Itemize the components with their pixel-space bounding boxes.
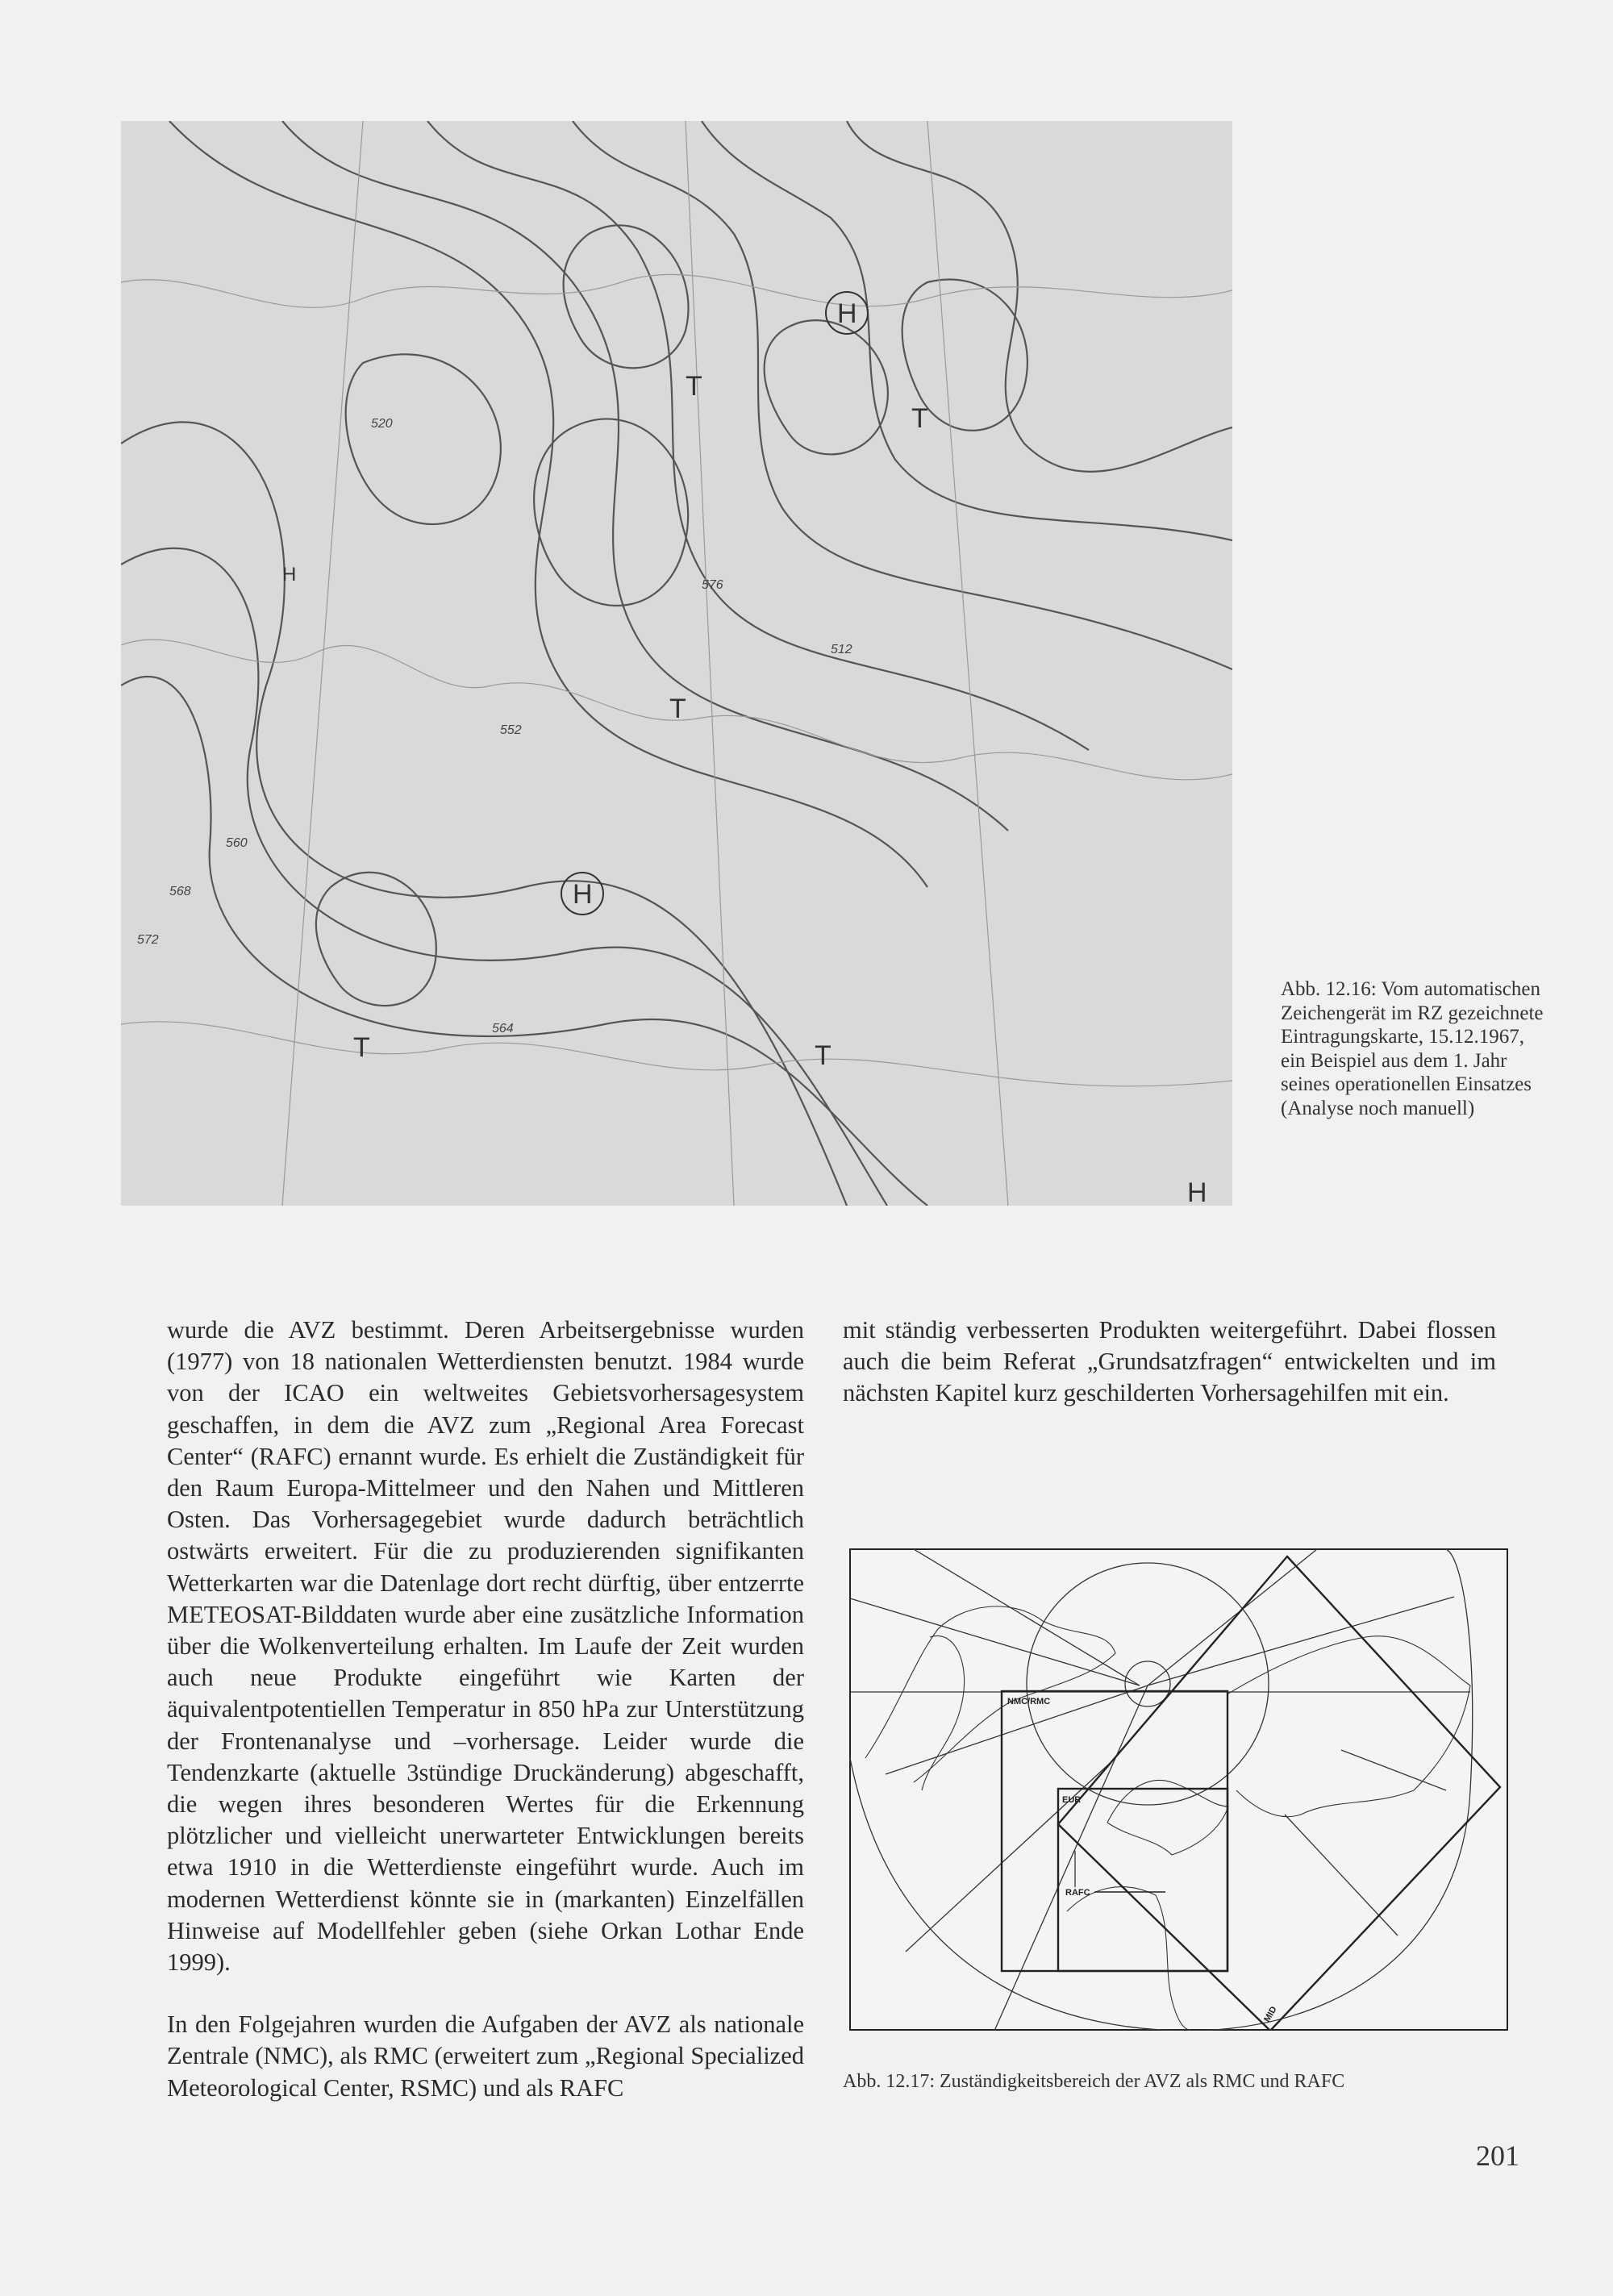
- rafc-label: RAFC: [1065, 1888, 1090, 1898]
- paragraph: wurde die AVZ bestimmt. Deren Arbeitsergebnisse wurden (1977) von 18 nationalen Wetterdiensten benutzt. 1984 wurde von der ICAO ein weltweites Gebietsvorhersagesystem geschaffen, in dem die AVZ zum „Regional Area Forecast Center“ (RAFC) ernannt wurde. Es erhielt die Zuständigkeit für den Raum Europa-Mittelmeer und den Nahen und Mittleren Osten. Das Vorhersagegebiet wurde dadurch beträchtlich ostwärts erweitert. Für die zu produzierenden signifikanten Wetterkarten war die Datenlage dort recht dürftig, über entzerrte METEOSAT-Bilddaten wurde aber eine zusätzliche Information über die Wolkenverteilung erhalten. Im Laufe der Zeit wurden auch neue Produkte eingeführt wie Karten der äquivalentpotentiellen Temperatur in 850 hPa zur Unterstützung der Frontenanalyse und –vorhersage. Leider wurde die Tendenzkarte (aktuelle 3stündige Druckänderung) abgeschafft, die wegen ihres besonderen Wertes für die Erkennung plötzlicher und vielleicht unerwarteter Entwicklungen bereits etwa 1910 in die Wetterdienste eingeführt wurde. Auch im modernen Wetterdienst könnte sie in (markanten) Einzelfällen Hinweise auf Modellfehler geben (siehe Orkan Lothar Ende 1999).: [167, 1316, 804, 1977]
- figure-caption-12-16: Abb. 12.16: Vom automatischen Zeichengerät im RZ gezeichnete Eintragungskarte, 15.12.1967, ein Beispiel aus dem 1. Jahr seines operationellen Einsatzes (Analyse noch manuell): [1281, 978, 1544, 1119]
- pressure-label: T: [911, 403, 928, 434]
- pressure-label: H: [1187, 1177, 1207, 1206]
- contour-label: 560: [226, 836, 248, 850]
- pressure-label: T: [353, 1032, 370, 1063]
- pressure-label: H: [837, 298, 857, 329]
- figure-caption-12-17: Abb. 12.17: Zuständigkeitsbereich der AVZ als RMC und RAFC: [843, 2071, 1345, 2092]
- contour-label: 564: [492, 1022, 514, 1035]
- pressure-label: H: [282, 564, 297, 585]
- chart-background: [121, 121, 1232, 1206]
- pressure-label: T: [669, 694, 686, 724]
- weather-chart-figure: [121, 121, 1232, 1206]
- left-text-column: [167, 1315, 804, 2104]
- nmc-rmc-label: NMC/RMC: [1007, 1697, 1051, 1706]
- contour-label: 576: [702, 578, 723, 592]
- mid-label: MID: [1262, 2005, 1279, 2024]
- right-text-column: [843, 1315, 1496, 1410]
- contour-label: 512: [831, 643, 852, 656]
- pressure-label: H: [573, 879, 593, 910]
- contour-label: 552: [500, 723, 522, 737]
- paragraph: In den Folgejahren wurden die Aufgaben der AVZ als nationale Zentrale (NMC), als RMC (erweitert zum „Regional Specialized Meteorological Center, RSMC) und als RAFC: [167, 2011, 804, 2102]
- contour-label: 568: [169, 885, 191, 898]
- paragraph: mit ständig verbesserten Produkten weitergeführt. Dabei flossen auch die beim Referat „Grundsatzfragen“ entwickelten und im nächsten Kapitel kurz geschilderten Vorhersagehilfen mit ein.: [843, 1316, 1496, 1407]
- contour-label: 520: [371, 417, 393, 431]
- responsibility-area-map: [849, 1548, 1508, 2031]
- pressure-label: T: [686, 371, 702, 402]
- pressure-label: T: [815, 1040, 832, 1071]
- contour-label: 572: [137, 933, 159, 947]
- eur-label: EUR: [1062, 1795, 1082, 1805]
- page-number: 201: [1476, 2140, 1519, 2172]
